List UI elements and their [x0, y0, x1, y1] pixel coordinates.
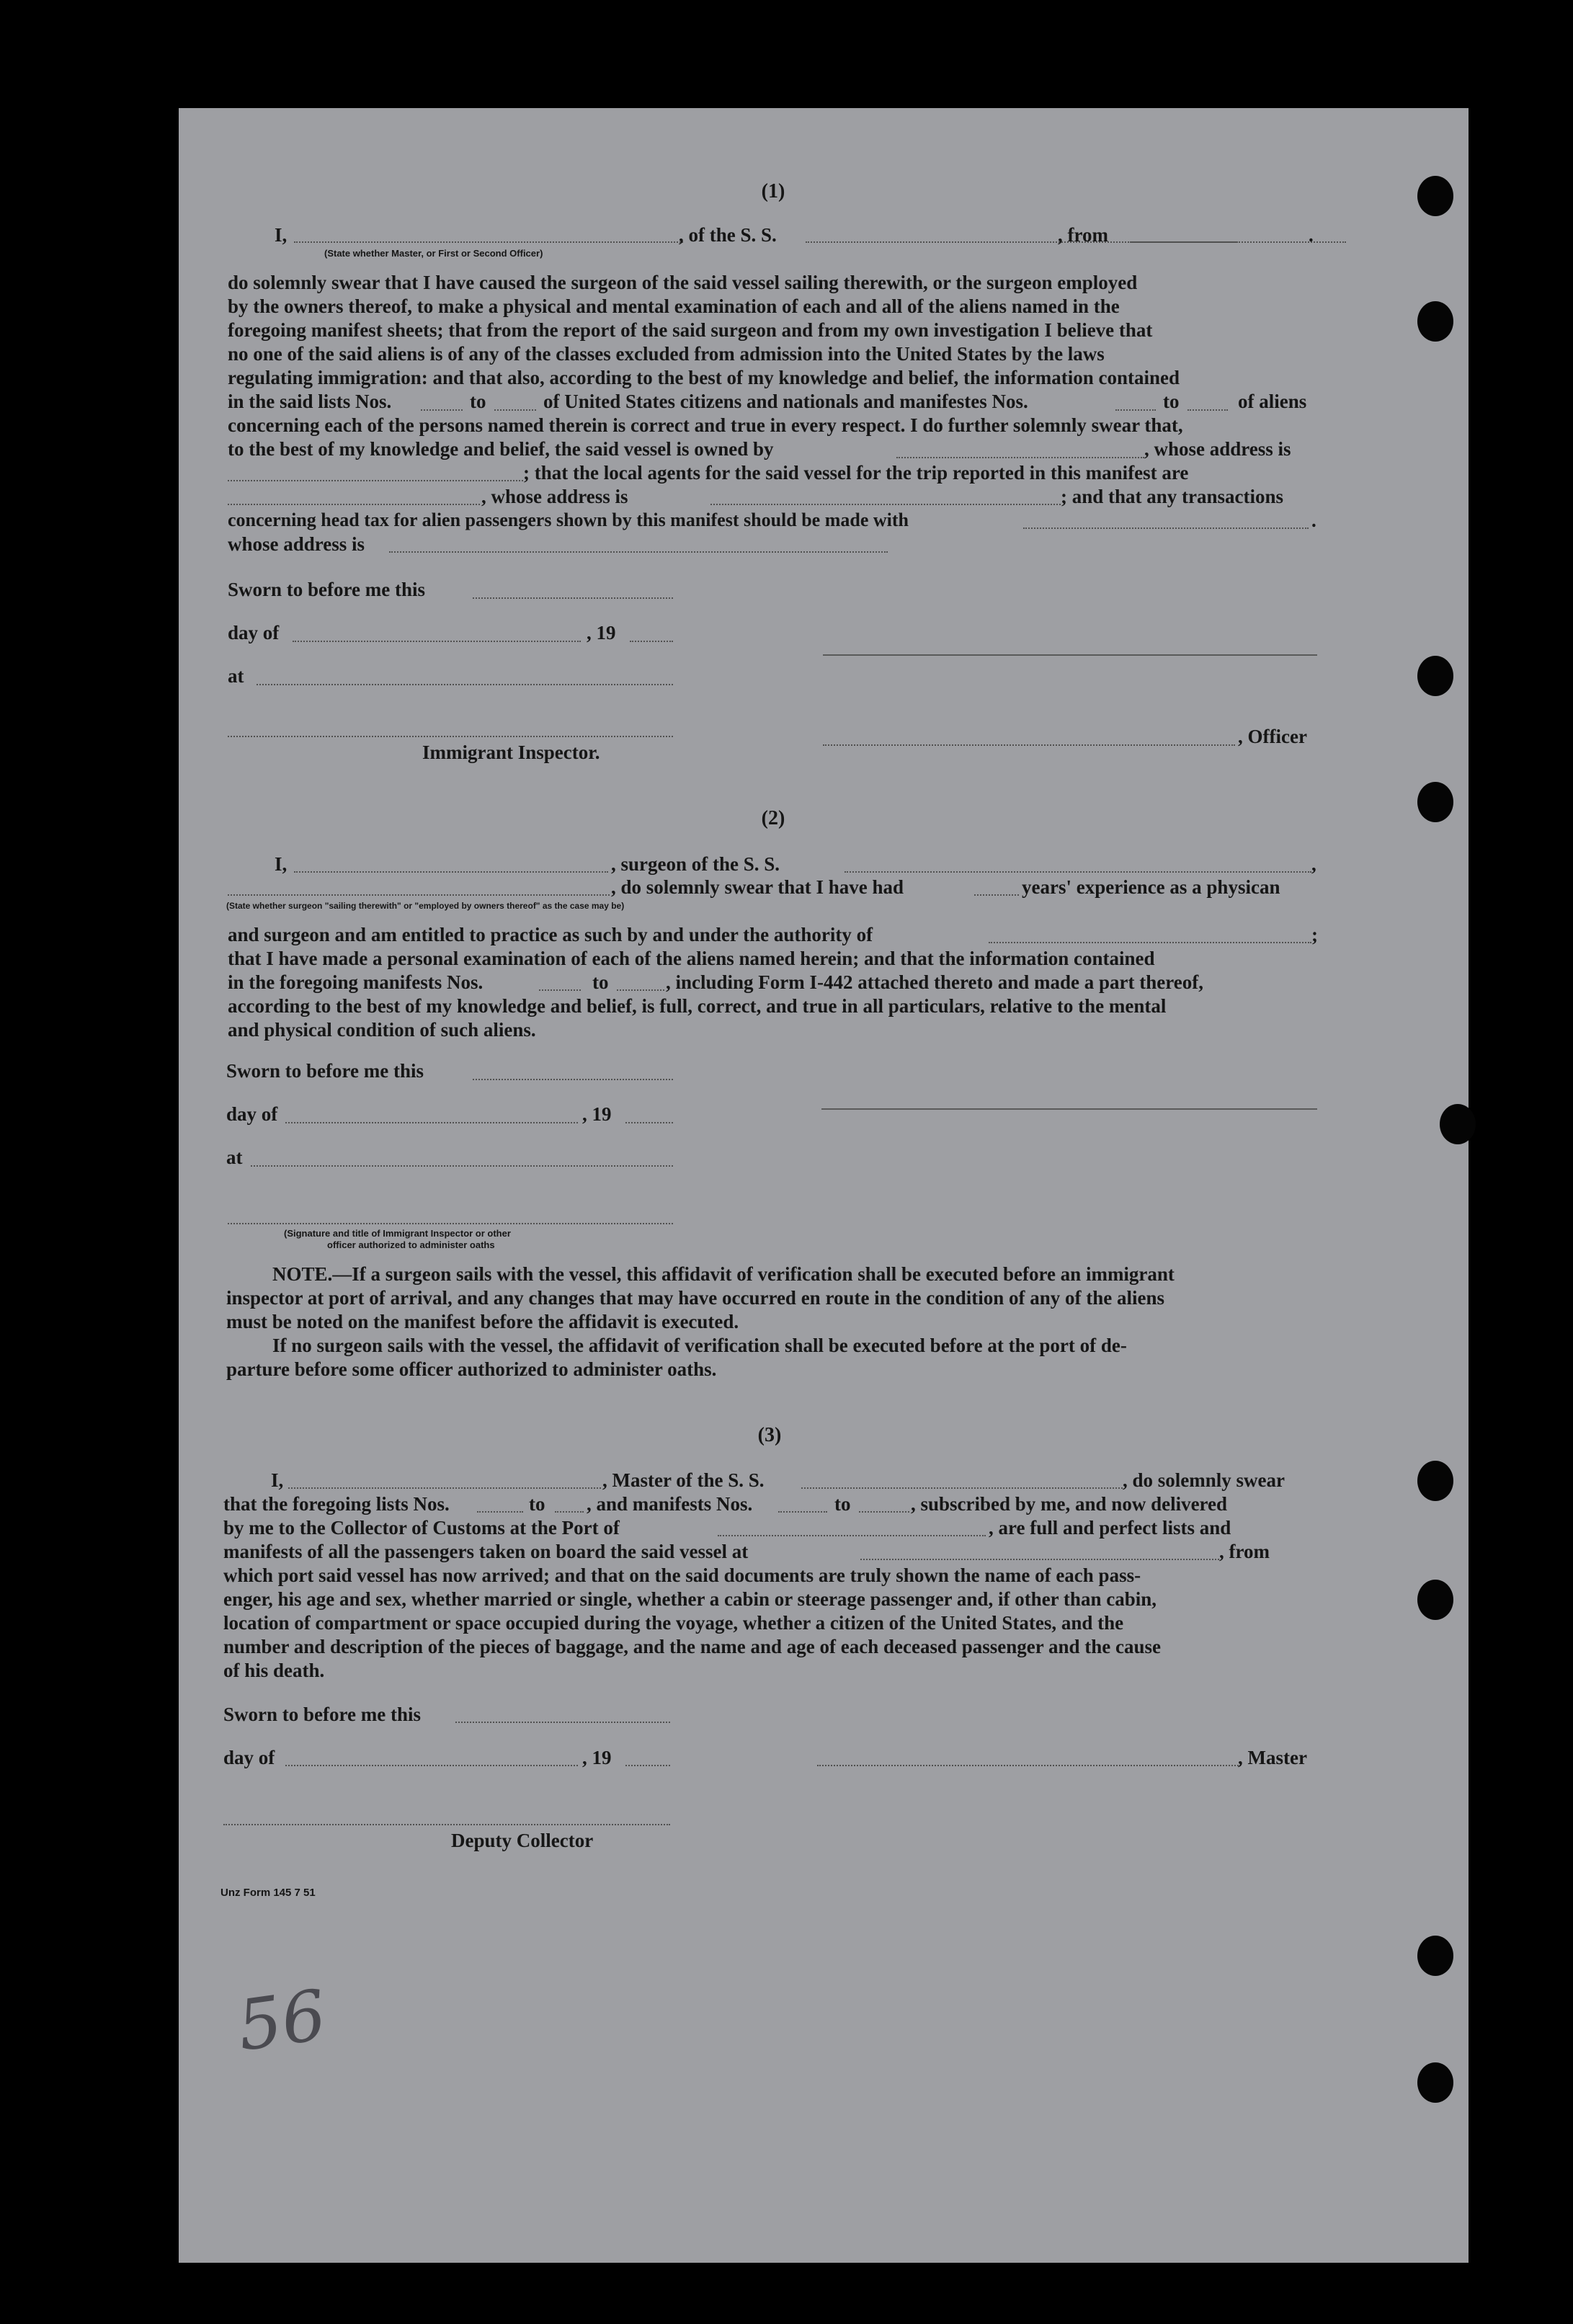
s1-l11-end: . — [1311, 509, 1316, 531]
s3-day-field[interactable] — [285, 1765, 578, 1766]
s2-l5c: , including Form I-442 attached thereto and made a part thereof, — [666, 971, 1203, 993]
s1-day-of: day of — [228, 622, 280, 644]
s2-years-field[interactable] — [974, 894, 1019, 896]
s3-swear: , do solemnly swear — [1123, 1469, 1285, 1491]
s3-deputy-label: Deputy Collector — [451, 1830, 594, 1851]
s3-manifest-from-field[interactable] — [778, 1511, 827, 1513]
section-3-number: (3) — [757, 1424, 782, 1446]
punch-hole-icon — [1440, 1104, 1476, 1144]
s1-list-to-field[interactable] — [494, 409, 536, 411]
s3-l3a: by me to the Collector of Customs at the Port of — [223, 1517, 620, 1539]
note-p1-line-3: must be noted on the manifest before the affidavit is executed. — [226, 1311, 739, 1332]
s2-sig-note-1: (Signature and title of Immigrant Inspector or other — [284, 1228, 511, 1239]
s2-at: at — [226, 1147, 243, 1168]
s1-l6b: to — [470, 391, 486, 412]
s3-list-to-field[interactable] — [555, 1511, 584, 1513]
note-p1-line-1: NOTE.—If a surgeon sails with the vessel, this affidavit of verification shall be executed before an immigrant — [272, 1263, 1175, 1285]
s2-sworn: Sworn to before me this — [226, 1060, 424, 1082]
s1-l12: whose address is — [228, 533, 365, 555]
section-1-number: (1) — [761, 180, 785, 202]
s2-authority-field[interactable] — [989, 942, 1311, 943]
s2-l5a: in the foregoing manifests Nos. — [228, 971, 484, 993]
form-page — [179, 108, 1469, 2263]
punch-hole-icon — [1417, 782, 1453, 822]
s1-sworn-field[interactable] — [473, 597, 673, 599]
s3-l3b: , are full and perfect lists and — [989, 1517, 1231, 1539]
s1-headtax-address-field[interactable] — [389, 551, 888, 553]
note-p2-line-1: If no surgeon sails with the vessel, the affidavit of verification shall be executed before at the port of de- — [272, 1335, 1127, 1356]
s3-l2e: , subscribed by me, and now delivered — [911, 1493, 1228, 1515]
s3-line-8: number and description of the pieces of baggage, and the name and age of each deceased passenger and the cause — [223, 1636, 1162, 1657]
s2-surgeon-name-field[interactable] — [294, 871, 608, 873]
s3-master-signature-line[interactable] — [817, 1765, 1241, 1766]
s1-officer-label: , Officer — [1238, 726, 1307, 747]
s3-i: I, — [271, 1469, 284, 1491]
section-2-number: (2) — [761, 807, 785, 829]
s1-l7: concerning each of the persons named therein is correct and true in every respect. I do further solemnly swear that, — [228, 414, 1183, 436]
punch-hole-icon — [1417, 656, 1453, 696]
s1-headtax-field[interactable] — [1023, 527, 1309, 529]
punch-hole-icon — [1417, 1461, 1453, 1501]
s3-l4b: , from — [1219, 1541, 1270, 1562]
s3-year-field[interactable] — [625, 1765, 670, 1766]
s1-l6c: of United States citizens and nationals and manifestes Nos. — [543, 391, 1028, 412]
s3-l2b: to — [529, 1493, 545, 1515]
s1-from-field[interactable] — [1130, 241, 1346, 243]
s2-l5b: to — [592, 971, 609, 993]
s2-surgeon: , surgeon of the S. S. — [611, 853, 780, 875]
s3-departure-field[interactable] — [860, 1559, 1219, 1560]
s2-ship-field[interactable] — [845, 871, 1311, 873]
s2-comma: , — [1311, 853, 1316, 875]
s3-line-5: which port said vessel has now arrived; and that on the said documents are truly shown the name of each pass- — [223, 1564, 1141, 1586]
s2-year-field[interactable] — [625, 1122, 673, 1123]
s3-l2d: to — [834, 1493, 851, 1515]
s2-l3-end: ; — [1311, 924, 1318, 945]
s1-line-2: by the owners thereof, to make a physical and mental examination of each and all of the aliens named in the — [228, 295, 1120, 317]
s1-agents-field[interactable] — [228, 504, 480, 505]
s1-inspector-label: Immigrant Inspector. — [422, 742, 600, 763]
punch-hole-icon — [1417, 1936, 1453, 1976]
punch-hole-icon — [1417, 2062, 1453, 2103]
s2-swear-b: years' experience as a physican — [1022, 876, 1280, 898]
s3-line-6: enger, his age and sex, whether married or single, whether a cabin or steerage passenger and, if other than cabin, — [223, 1588, 1157, 1610]
s1-l8a: to the best of my knowledge and belief, the said vessel is owned by — [228, 438, 774, 460]
s2-sworn-field[interactable] — [473, 1079, 673, 1080]
s1-at: at — [228, 665, 244, 687]
s3-sworn-field[interactable] — [455, 1722, 670, 1723]
s1-l6a: in the said lists Nos. — [228, 391, 392, 412]
s1-signature-line[interactable] — [823, 654, 1317, 656]
s1-l10a: , whose address is — [481, 486, 628, 507]
form-id: Unz Form 145 7 51 — [220, 1887, 316, 1899]
s3-l2c: , and manifests Nos. — [587, 1493, 753, 1515]
s1-l6e: of aliens — [1238, 391, 1307, 412]
s1-nineteen: , 19 — [587, 622, 616, 644]
s1-l9: ; that the local agents for the said vessel for the trip reported in this manifest are — [523, 462, 1189, 484]
s3-ship-field[interactable] — [801, 1487, 1123, 1489]
s1-sworn: Sworn to before me this — [228, 579, 425, 600]
s1-l6d: to — [1163, 391, 1180, 412]
s2-state-note: (State whether surgeon "sailing therewith" or "employed by owners thereof" as the case may be) — [226, 901, 625, 911]
s2-l4: that I have made a personal examination of each of the aliens named herein; and that the information contained — [228, 948, 1155, 969]
s1-of-ss: , of the S. S. — [679, 224, 777, 246]
s2-sig-note-2: officer authorized to administer oaths — [327, 1239, 495, 1250]
s1-line-5: regulating immigration: and that also, according to the best of my knowledge and belief, the information contained — [228, 367, 1180, 388]
punch-hole-icon — [1417, 301, 1453, 342]
s1-from: , from — [1058, 224, 1108, 246]
s1-line-4: no one of the said aliens is of any of the classes excluded from admission into the United States by the laws — [228, 343, 1105, 365]
s1-at-field[interactable] — [257, 684, 673, 685]
s3-deputy-line[interactable] — [223, 1824, 670, 1825]
s2-l6: according to the best of my knowledge and belief, is full, correct, and true in all particulars, relative to the mental — [228, 995, 1167, 1017]
note-p2-line-2: parture before some officer authorized to administer oaths. — [226, 1358, 717, 1380]
s2-i: I, — [275, 853, 288, 875]
s1-l11: concerning head tax for alien passengers shown by this manifest should be made with — [228, 509, 909, 530]
note-p1-line-2: inspector at port of arrival, and any changes that may have occurred en route in the condition of any of the aliens — [226, 1287, 1164, 1309]
s1-officer-name-field[interactable] — [294, 241, 683, 243]
s2-inspector-line[interactable] — [228, 1223, 673, 1224]
s1-manifest-to-field[interactable] — [1187, 409, 1228, 411]
s2-manifest-from-field[interactable] — [539, 989, 581, 991]
s1-owner-address-field[interactable] — [228, 480, 523, 481]
s1-year-field[interactable] — [630, 641, 673, 642]
punch-hole-icon — [1417, 1580, 1453, 1620]
s3-l2a: that the foregoing lists Nos. — [223, 1493, 450, 1515]
s1-agents-address-field[interactable] — [710, 504, 1061, 505]
s1-owner-field[interactable] — [896, 457, 1144, 458]
punch-hole-icon — [1417, 176, 1453, 216]
s3-master-of: , Master of the S. S. — [602, 1469, 765, 1491]
s3-sworn: Sworn to before me this — [223, 1704, 421, 1725]
s1-line-3: foregoing manifest sheets; that from the report of the said surgeon and from my own investigation I believe that — [228, 319, 1153, 341]
s2-day-of: day of — [226, 1103, 278, 1125]
s2-signature-line[interactable] — [821, 1108, 1317, 1110]
s2-nineteen: , 19 — [582, 1103, 612, 1125]
s1-l10b: ; and that any transactions — [1061, 486, 1284, 507]
s2-manifest-to-field[interactable] — [617, 989, 664, 991]
s3-master-name-field[interactable] — [288, 1487, 601, 1489]
s1-inspector-line[interactable] — [228, 736, 673, 737]
s2-swear-a: , do solemnly swear that I have had — [611, 876, 904, 898]
s2-day-field[interactable] — [285, 1122, 578, 1123]
s1-state-note: (State whether Master, or First or Second Officer) — [324, 248, 543, 259]
s1-day-field[interactable] — [293, 641, 581, 642]
s1-l8b: , whose address is — [1144, 438, 1291, 460]
s3-day-of: day of — [223, 1747, 275, 1768]
s1-officer-line[interactable] — [823, 744, 1235, 746]
s2-l3: and surgeon and am entitled to practice as such by and under the authority of — [228, 924, 873, 945]
s1-i: I, — [275, 224, 288, 246]
s2-capacity-field[interactable] — [228, 894, 610, 896]
s1-list-from-field[interactable] — [421, 409, 463, 411]
s3-master-label: , Master — [1238, 1747, 1307, 1768]
s3-line-9: of his death. — [223, 1660, 325, 1681]
s3-line-7: location of compartment or space occupied during the voyage, whether a citizen of the United States, and the — [223, 1612, 1124, 1634]
s2-at-field[interactable] — [251, 1165, 673, 1167]
s1-manifest-from-field[interactable] — [1115, 409, 1156, 411]
handwritten-number: 56 — [232, 1974, 331, 2067]
s1-line-1: do solemnly swear that I have caused the surgeon of the said vessel sailing therewith, or the surgeon employed — [228, 272, 1138, 293]
s3-port-field[interactable] — [718, 1535, 986, 1536]
s3-manifest-to-field[interactable] — [859, 1511, 909, 1513]
s1-from-end: . — [1309, 224, 1314, 246]
s2-l7: and physical condition of such aliens. — [228, 1019, 536, 1041]
s3-l4a: manifests of all the passengers taken on board the said vessel at — [223, 1541, 749, 1562]
s3-nineteen: , 19 — [582, 1747, 612, 1768]
s3-list-from-field[interactable] — [477, 1511, 523, 1513]
